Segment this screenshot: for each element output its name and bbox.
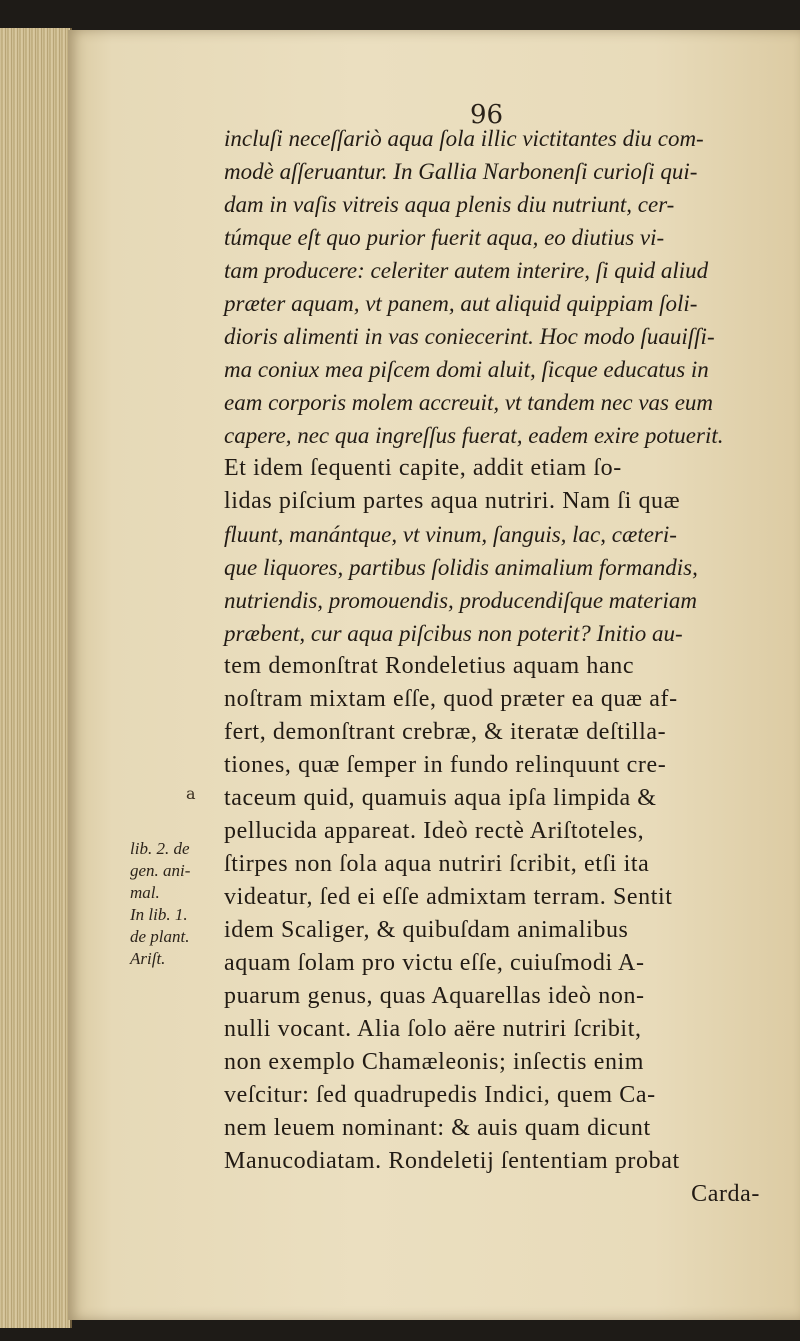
margin-note-line: gen. ani- <box>130 861 191 880</box>
text-line: capere, nec qua ingreſſus fuerat, eadem exire potuerit. <box>224 423 724 448</box>
book-page-edges <box>0 28 72 1328</box>
text-line: non exemplo Chamæleonis; inſectis enim <box>224 1049 645 1075</box>
text-line: que liquores, partibus ſolidis animalium formandis, <box>224 555 698 580</box>
text-line: Et idem ſequenti capite, addit etiam ſo- <box>224 455 622 481</box>
text-line: præbent, cur aqua piſcibus non poterit? Initio au- <box>224 621 683 646</box>
text-line: fluunt, manántque, vt vinum, ſanguis, lac, cæteri- <box>224 522 677 547</box>
text-line: taceum quid, quamuis aqua ipſa limpida & <box>224 785 657 811</box>
text-line: tam producere: celeriter autem interire, ſi quid aliud <box>224 258 709 283</box>
page-number: 96 <box>470 100 504 130</box>
text-line: dioris alimenti in vas coniecerint. Hoc modo ſuauiſſi- <box>224 324 715 349</box>
text-line: nutriendis, promouendis, producendiſque materiam <box>224 588 697 613</box>
text-line: nem leuem nominant: & auis quam dicunt <box>224 1115 651 1141</box>
text-line: lidas piſcium partes aqua nutriri. Nam ſi quæ <box>224 488 681 514</box>
text-line: videatur, ſed ei eſſe admixtam terram. Sentit <box>224 884 673 910</box>
text-line: nulli vocant. Alia ſolo aëre nutriri ſcribit, <box>224 1016 642 1042</box>
text-line: túmque eſt quo purior fuerit aqua, eo diutius vi- <box>224 225 665 250</box>
margin-note-line: Ariſt. <box>130 949 166 968</box>
margin-note-line: mal. <box>130 883 160 902</box>
text-line: dam in vaſis vitreis aqua plenis diu nutriunt, cer- <box>224 192 675 217</box>
text-line: fert, demonſtrant crebræ, & iteratæ deſtilla- <box>224 719 667 745</box>
text-line: pellucida appareat. Ideò rectè Ariſtoteles, <box>224 818 645 844</box>
text-line: aquam ſolam pro victu eſſe, cuiuſmodi A- <box>224 950 645 976</box>
margin-reference-mark: a <box>186 784 196 803</box>
text-line: incluſi neceſſariò aqua ſola illic victitantes diu com- <box>224 126 704 151</box>
margin-note-line: lib. 2. de <box>130 839 190 858</box>
marginal-notes <box>130 838 220 970</box>
text-line: noſtram mixtam eſſe, quod præter ea quæ af- <box>224 686 678 712</box>
text-line: modè aſſeruantur. In Gallia Narbonenſi curioſi qui- <box>224 159 698 184</box>
margin-note-line: In lib. 1. <box>130 905 188 924</box>
body-text <box>224 122 784 1211</box>
text-line: ma coniux mea piſcem domi aluit, ſicque educatus in <box>224 357 709 382</box>
catchword: Carda- <box>691 1181 760 1207</box>
text-line: Manucodiatam. Rondeletij ſententiam probat <box>224 1148 680 1174</box>
text-line: tem demonſtrat Rondeletius aquam hanc <box>224 653 635 679</box>
text-line: ſtirpes non ſola aqua nutriri ſcribit, etſi ita <box>224 851 650 877</box>
text-line: tiones, quæ ſemper in fundo relinquunt cre- <box>224 752 667 778</box>
text-line: præter aquam, vt panem, aut aliquid quippiam ſoli- <box>224 291 698 316</box>
text-line: veſcitur: ſed quadrupedis Indici, quem Ca- <box>224 1082 656 1108</box>
text-line: eam corporis molem accreuit, vt tandem nec vas eum <box>224 390 714 415</box>
text-line: puarum genus, quas Aquarellas ideò non- <box>224 983 645 1009</box>
text-line: idem Scaliger, & quibuſdam animalibus <box>224 917 629 943</box>
margin-note-line: de plant. <box>130 927 190 946</box>
